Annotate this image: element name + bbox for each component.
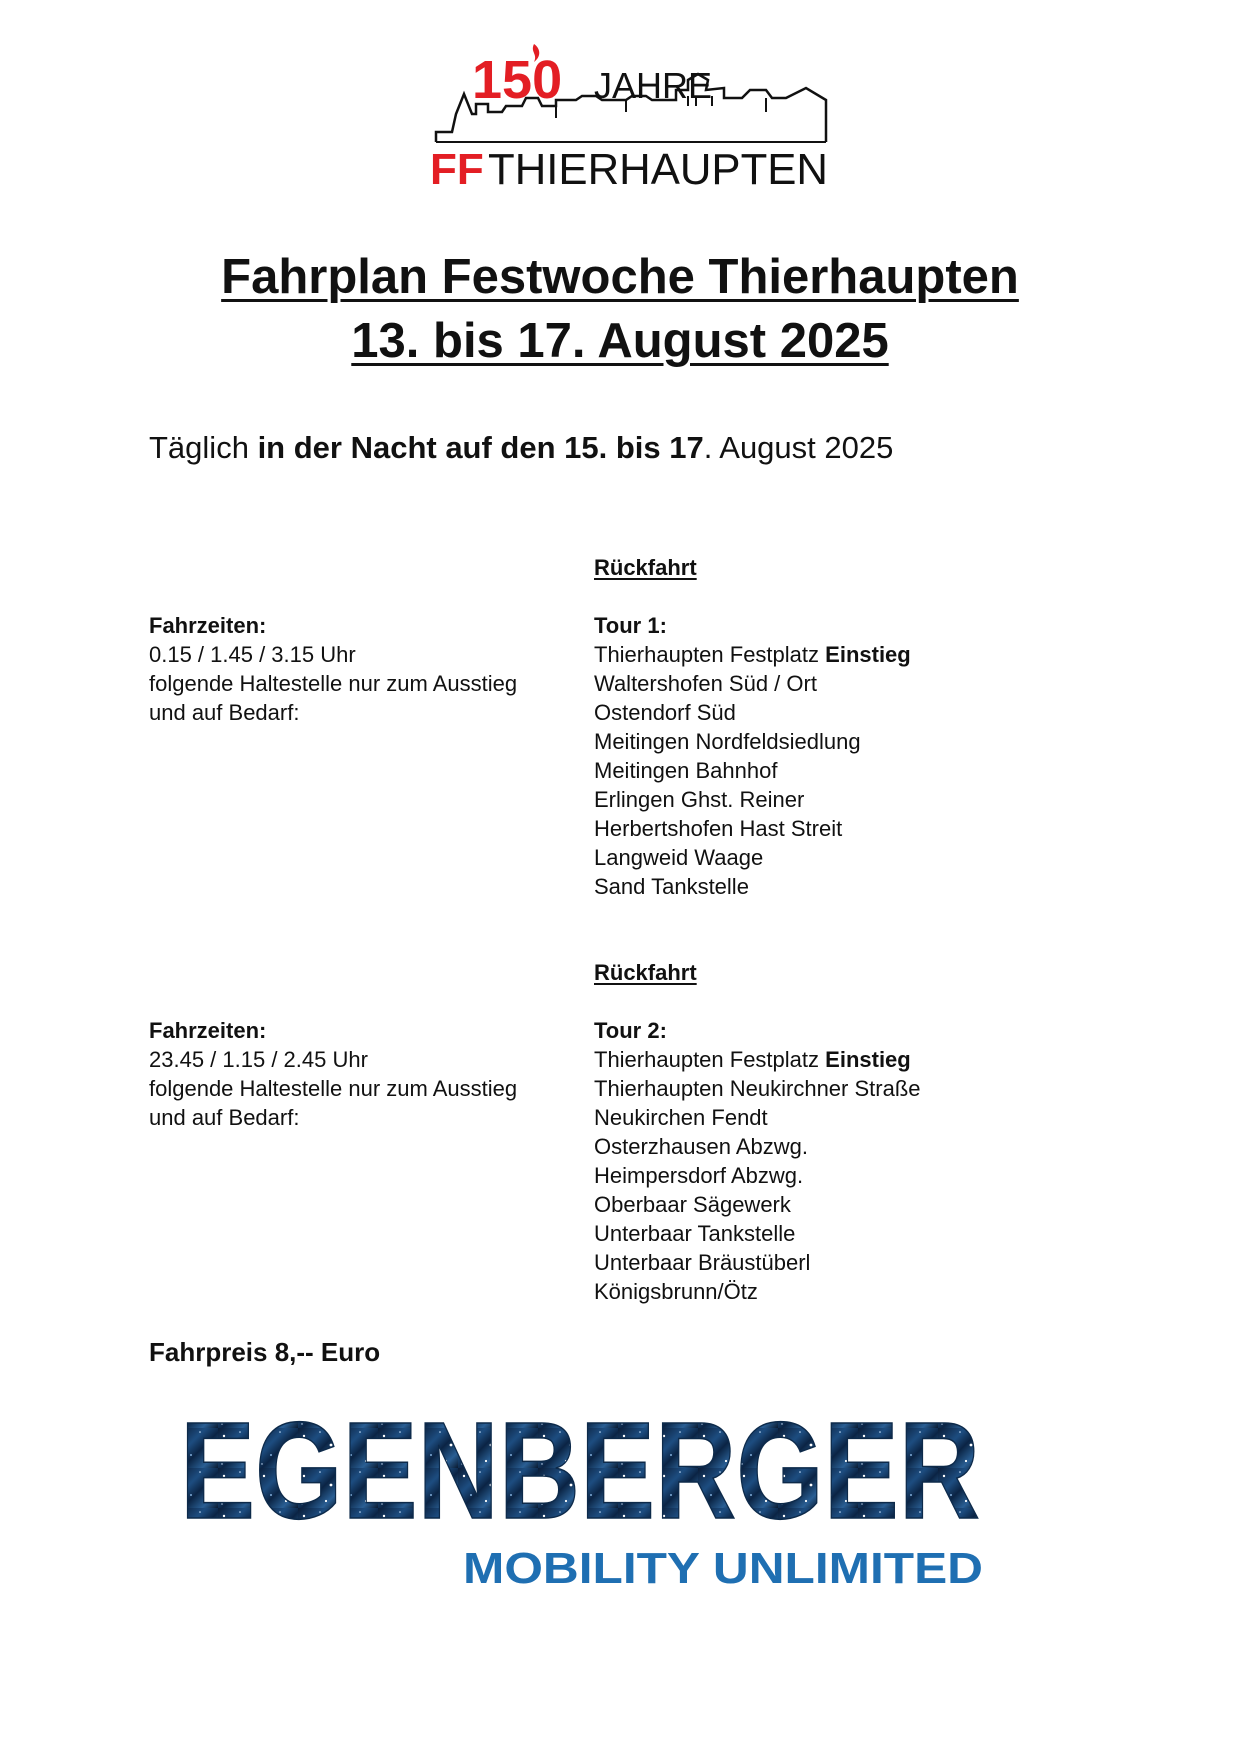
list-item: Heimpersdorf Abzwg. <box>594 1163 804 1188</box>
list-item: Thierhaupten Neukirchner Straße <box>594 1076 921 1101</box>
logo-ff: FF <box>430 145 484 194</box>
page-title <box>0 245 1240 373</box>
list-item: Meitingen Bahnhof <box>594 758 778 783</box>
daily-schedule-note <box>149 428 893 468</box>
tour1-return-heading: Rückfahrt <box>594 555 697 580</box>
tour2-return-heading: Rückfahrt <box>594 960 697 985</box>
tour2-times-label: Fahrzeiten: <box>149 1018 267 1043</box>
list-item: Unterbaar Bräustüberl <box>594 1250 811 1275</box>
tour2-stops <box>594 1016 921 1306</box>
tour2-first-stop: Thierhaupten Festplatz Einstieg <box>594 1047 911 1072</box>
tour2-note-2: und auf Bedarf: <box>149 1105 300 1130</box>
tour2-times-block <box>149 1016 517 1132</box>
tour1-times-block <box>149 611 517 727</box>
list-item: Meitingen Nordfeldsiedlung <box>594 729 861 754</box>
tour2-label: Tour 2: <box>594 1018 667 1043</box>
tour1-note-2: und auf Bedarf: <box>149 700 300 725</box>
logo-town: THIERHAUPTEN <box>488 145 828 194</box>
list-item: Waltershofen Süd / Ort <box>594 671 817 696</box>
logo-word: JAHRE <box>594 65 713 106</box>
tagline-text: MOBILITY UNLIMITED <box>463 1544 983 1593</box>
logo-number: 150 <box>472 50 563 110</box>
tour2-times: 23.45 / 1.15 / 2.45 Uhr <box>149 1047 368 1072</box>
egenberger-logo <box>178 1388 1098 1593</box>
list-item: Ostendorf Süd <box>594 700 736 725</box>
daily-bold: in der Nacht auf den 15. bis 17 <box>257 430 704 465</box>
list-item: Erlingen Ghst. Reiner <box>594 787 805 812</box>
list-item: Königsbrunn/Ötz <box>594 1279 758 1304</box>
tour1-note-1: folgende Haltestelle nur zum Ausstieg <box>149 671 518 696</box>
list-item: Unterbaar Tankstelle <box>594 1221 796 1246</box>
title-line-1: Fahrplan Festwoche Thierhaupten <box>221 250 1019 304</box>
tour1-stops <box>594 611 911 901</box>
list-item: Sand Tankstelle <box>594 874 749 899</box>
tour2-heading <box>594 958 697 987</box>
fare-text: Fahrpreis 8,-- Euro <box>149 1337 381 1367</box>
list-item: Langweid Waage <box>594 845 764 870</box>
daily-prefix: Täglich <box>149 430 249 465</box>
list-item: Oberbaar Sägewerk <box>594 1192 791 1217</box>
tour2-note-1: folgende Haltestelle nur zum Ausstieg <box>149 1076 518 1101</box>
title-line-2: 13. bis 17. August 2025 <box>351 314 889 368</box>
list-item: Neukirchen Fendt <box>594 1105 768 1130</box>
list-item: Osterzhausen Abzwg. <box>594 1134 809 1159</box>
tour1-times: 0.15 / 1.45 / 3.15 Uhr <box>149 642 356 667</box>
tour1-first-stop: Thierhaupten Festplatz Einstieg <box>594 642 911 667</box>
tour1-label: Tour 1: <box>594 613 667 638</box>
tour1-times-label: Fahrzeiten: <box>149 613 267 638</box>
brand-text: EGENBERGER <box>180 1394 980 1548</box>
ff-thierhaupten-logo <box>426 40 856 200</box>
daily-suffix: . August 2025 <box>703 430 894 465</box>
list-item: Herbertshofen Hast Streit <box>594 816 843 841</box>
tour1-heading <box>594 553 697 582</box>
